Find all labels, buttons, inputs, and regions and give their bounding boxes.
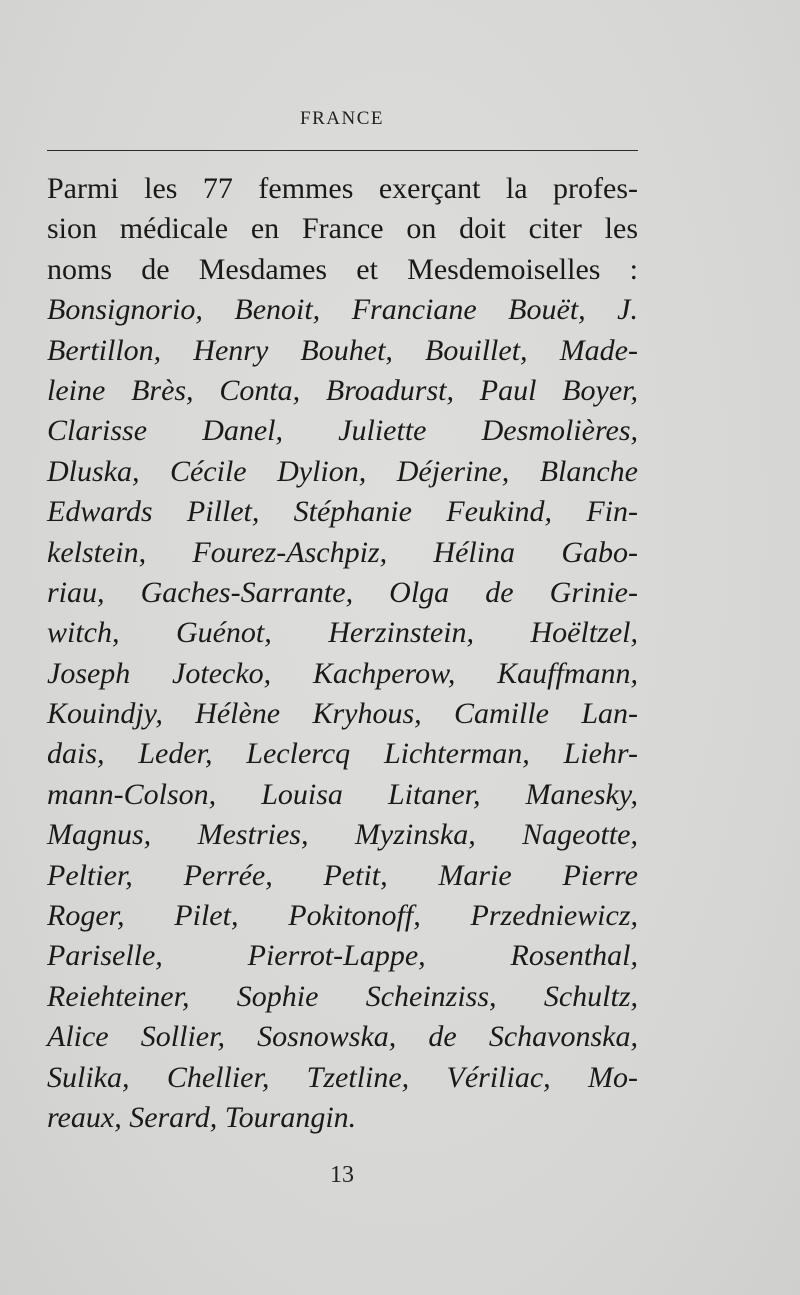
running-head: FRANCE (300, 108, 384, 129)
text-line: kelstein, Fourez-Aschpiz, Hélina Gabo- (47, 535, 638, 569)
text-line: dais, Leder, Leclercq Lichterman, Liehr- (47, 737, 638, 771)
text-line: Clarisse Danel, Juliette Desmolières, (47, 414, 638, 448)
text-line: Dluska, Cécile Dylion, Déjerine, Blanche (47, 454, 638, 488)
text-line: Kouindjy, Hélène Kryhous, Camille Lan- (47, 697, 638, 731)
text-line: Roger, Pilet, Pokitonoff, Przedniewicz, (47, 899, 638, 933)
text-line: sion médicale en France on doit citer les (47, 212, 638, 246)
text-line: Bonsignorio, Benoit, Franciane Bouët, J. (47, 293, 638, 327)
text-line: Alice Sollier, Sosnowska, de Schavonska, (47, 1020, 638, 1054)
text-line: Edwards Pillet, Stéphanie Feukind, Fin- (47, 495, 638, 529)
text-line: Joseph Jotecko, Kachperow, Kauffmann, (47, 656, 638, 690)
text-line: Magnus, Mestries, Myzinska, Nageotte, (47, 818, 638, 852)
header-rule (47, 150, 638, 151)
text-line: Reiehteiner, Sophie Scheinziss, Schultz, (47, 979, 638, 1013)
text-line: mann-Colson, Louisa Litaner, Manesky, (47, 777, 638, 811)
text-line: Bertillon, Henry Bouhet, Bouillet, Made- (47, 333, 638, 367)
text-line: Sulika, Chellier, Tzetline, Vériliac, Mo- (47, 1060, 638, 1094)
text-line: Parmi les 77 femmes exerçant la profes- (47, 172, 638, 205)
text-line: Pariselle, Pierrot-Lappe, Rosenthal, (47, 939, 638, 973)
page-number: 13 (330, 1162, 354, 1188)
text-line: noms de Mesdames et Mesdemoiselles : (47, 252, 638, 286)
text-line: Peltier, Perrée, Petit, Marie Pierre (47, 858, 638, 892)
text-line: riau, Gaches-Sarrante, Olga de Grinie- (47, 575, 638, 609)
text-line: reaux, Serard, Tourangin. (47, 1100, 357, 1134)
text-line: leine Brès, Conta, Broadurst, Paul Boyer, (47, 373, 638, 407)
body-text (47, 169, 638, 1138)
text-line: witch, Guénot, Herzinstein, Hoëltzel, (47, 616, 638, 650)
